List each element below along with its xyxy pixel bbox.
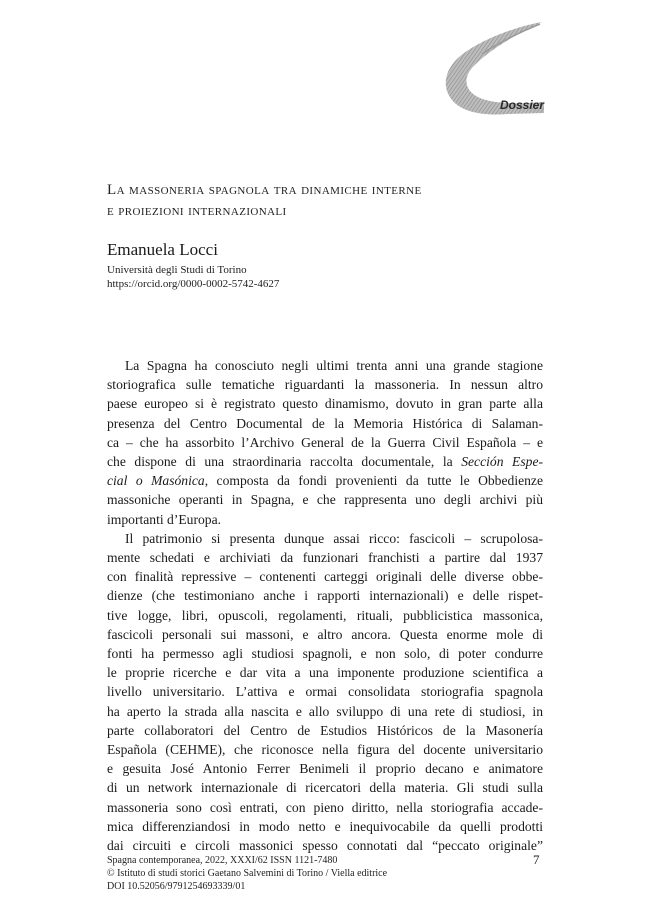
body-line: con finalità repressive – contenenti carteggi originali delle diverse obbe- (107, 569, 543, 585)
body-line: di un network internazionale di ricercatori della materia. Gli studi sulla (107, 780, 543, 796)
body-line (107, 452, 543, 471)
body-line: Española (CEHME), che riconosce nella figura del docente universitario (107, 742, 543, 758)
body-line: mica differenziandosi in modo netto e inequivocabile da quelli prodotti (107, 818, 543, 834)
footer-journal: Spagna contemporanea, 2022, XXXI/62 ISSN 1121-7480 (107, 855, 338, 866)
body-line: massoniche operanti in Spagna, e che rappresenta uno degli archivi più (107, 492, 543, 508)
body-line: ha aperto la strada alla nascita e allo sviluppo di una rete di studiosi, in (107, 703, 543, 719)
dossier-badge (438, 18, 548, 128)
body-line (107, 471, 543, 490)
body-line: fascicoli personali sui massoni, e altro ancora. Questa enorme mole di (107, 626, 543, 642)
article-body (107, 356, 543, 855)
body-line: e gesuita José Antonio Ferrer Benimeli il proprio decano e animatore (107, 761, 543, 777)
footer-doi: DOI 10.52056/9791254693339/01 (107, 881, 246, 892)
body-italic: cial o Masónica (107, 473, 205, 489)
paragraph-1 (107, 356, 543, 529)
body-line: fonti ha permesso agli studiosi spagnoli, e non solo, di poter condurre (107, 646, 543, 662)
author-info (107, 263, 279, 291)
body-line: ca – che ha assorbito l’Archivo General de la Guerra Civil Española – e (107, 434, 543, 450)
body-line: dienze (che testimoniano anche i rapporti internazionali) e delle rispet- (107, 588, 543, 604)
paragraph-2 (107, 529, 543, 855)
body-line: storiografica sulle tematiche riguardanti la massoneria. In nessun altro (107, 377, 543, 393)
title-line: e proiezioni internazionali (107, 203, 287, 219)
body-line: dai circuiti e circoli massonici spesso connotati dal “peccato originale” (107, 838, 543, 854)
page-footer (107, 854, 387, 893)
body-italic: Sección Espe- (461, 454, 543, 470)
article-title (107, 180, 547, 222)
body-line: Il patrimonio si presenta dunque assai ricco: fascicoli – scrupolosa- (125, 530, 543, 546)
body-text: , composta da fondi provenienti da tutte le Obbedienze (204, 473, 543, 489)
author-orcid: https://orcid.org/0000-0002-5742-4627 (107, 278, 280, 290)
body-line: tive logge, libri, opuscoli, regolamenti, rituali, pubblicistica massonica, (107, 607, 543, 623)
author-affiliation: Università degli Studi di Torino (107, 264, 247, 276)
body-line: paese europeo si è registrato questo dinamismo, dovuto in gran parte alla (107, 396, 543, 412)
body-line: massoneria sono così entrati, con pieno diritto, nella storiografia accade- (107, 799, 543, 815)
footer-copyright: © Istituto di studi storici Gaetano Salvemini di Torino / Viella editrice (107, 868, 388, 879)
body-line: presenza del Centro Documental de la Memoria Histórica di Salaman- (107, 415, 543, 431)
body-line: livello universitario. L’attiva e ormai consolidata storiografia spagnola (107, 684, 543, 700)
body-line: parte collaboratori del Centro de Estudios Históricos de la Masonería (107, 722, 543, 738)
body-text: che dispone di una straordinaria raccolta documentale, la (107, 454, 462, 470)
author-name: Emanuela Locci (107, 240, 218, 259)
body-line: importanti d’Europa. (107, 511, 222, 527)
title-line: La massoneria spagnola tra dinamiche interne (107, 182, 422, 198)
body-line: mente schedati e archiviati da funzionari franchisti a partire dal 1937 (107, 550, 543, 566)
body-line: le proprie ricerche e dar vita a una imponente produzione scientifica a (107, 665, 543, 681)
body-line: La Spagna ha conosciuto negli ultimi trenta anni una grande stagione (125, 358, 543, 373)
dossier-label: Dossier (499, 98, 544, 112)
page-number: 7 (533, 852, 540, 867)
